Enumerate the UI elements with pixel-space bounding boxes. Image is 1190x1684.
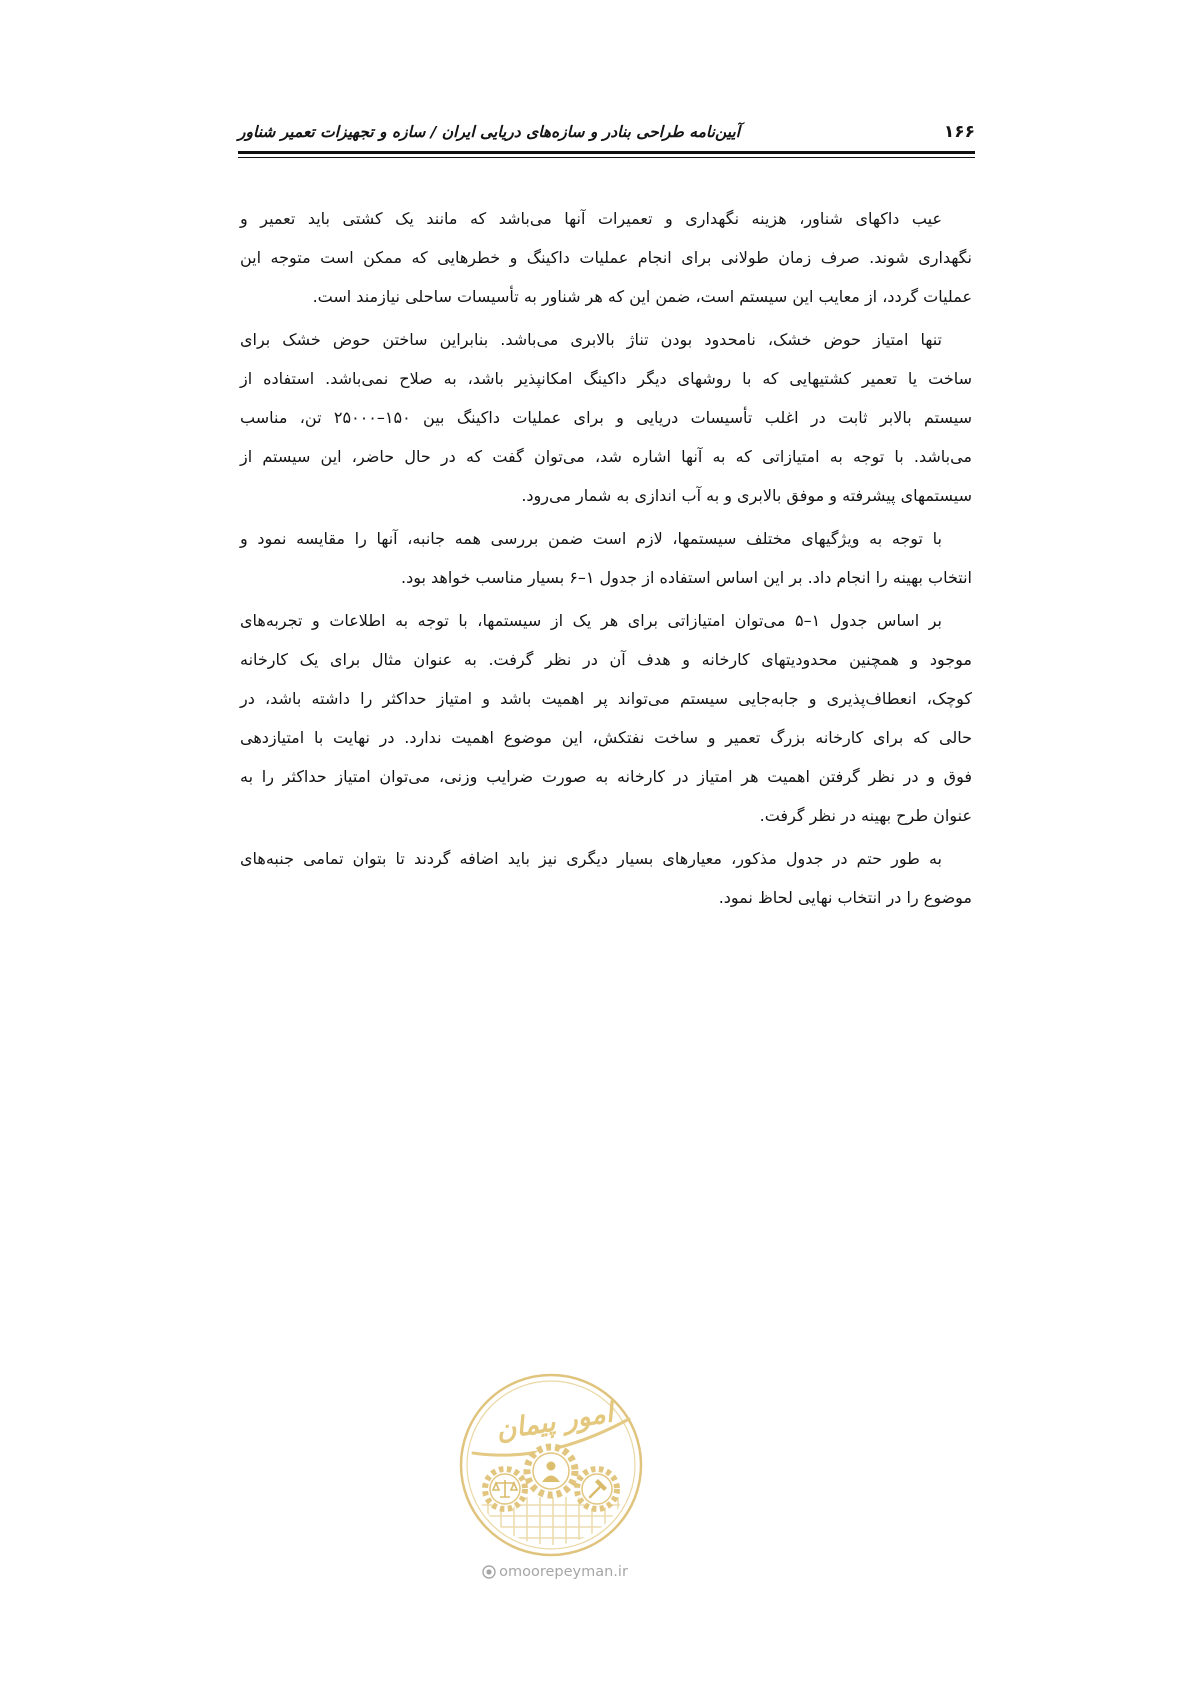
text-line: حالی که برای کارخانه بزرگ تعمیر و ساخت نفتکش، این موضوع اهمیت ندارد. در نهایت با امتیازدهی	[240, 728, 972, 747]
text-line: با توجه به ویژگیهای مختلف سیستمها، لازم است ضمن بررسی همه جانبه، آنها را مقایسه نمود و	[240, 529, 942, 548]
gear-icon	[577, 1469, 617, 1509]
seal-icon	[451, 1365, 651, 1565]
text-line: به طور حتم در جدول مذکور، معیارهای بسیار دیگری نیز باید اضافه گردند تا بتوان تمامی جنبه‌های	[240, 849, 942, 868]
text-line: سیستم بالابر ثابت در اغلب تأسیسات دریایی و برای عملیات داکینگ بین ۱۵۰–۲۵۰۰۰ تن، مناسب	[240, 408, 973, 427]
paragraph	[240, 839, 972, 917]
text-line: عیب داکهای شناور، هزینه نگهداری و تعمیرات آنها می‌باشد که مانند یک کشتی باید تعمیر و	[240, 209, 942, 228]
text-line: فوق و در نظر گرفتن اهمیت هر امتیاز در کارخانه به صورت ضرایب وزنی، می‌توان امتیاز حداکثر را به	[240, 767, 972, 786]
paragraph	[240, 199, 972, 316]
text-line: کوچک، انعطاف‌پذیری و جابه‌جایی سیستم می‌تواند پر اهمیت باشد و امتیاز حداکثر را داشته باشد، در	[240, 689, 972, 708]
paragraph	[240, 601, 972, 835]
text-line: موضوع را در انتخاب نهایی لحاظ نمود.	[718, 888, 972, 907]
page-header	[238, 116, 975, 148]
text-line: می‌باشد. با توجه به امتیازاتی که به آنها اشاره شد، می‌توان گفت که در حال حاضر، این سیستم از	[240, 447, 972, 466]
paragraph	[240, 519, 972, 597]
text-line: عملیات گردد، از معایب این سیستم است، ضمن این که هر شناور به تأسیسات ساحلی نیازمند است.	[312, 287, 972, 306]
website-text: omoorepeyman.ir	[499, 1564, 628, 1580]
header-rule-thin	[238, 157, 975, 158]
paragraph	[240, 320, 972, 515]
running-title: آیین‌نامه طراحی بنادر و سازه‌های دریایی ایران / سازه و تجهیزات تعمیر شناور	[238, 123, 741, 141]
body-text	[240, 199, 972, 921]
logo-mark-icon	[482, 1565, 496, 1579]
seal-lettering: امور پیمان	[494, 1397, 616, 1447]
header-rule	[238, 151, 975, 154]
watermark-logo	[451, 1365, 651, 1565]
text-line: ساخت یا تعمیر کشتیهایی که با روشهای دیگر داکینگ امکانپذیر باشد، به صلاح نمی‌باشد. استفاده از	[240, 369, 972, 388]
text-line: موجود و همچنین محدودیتهای کارخانه و هدف آن در نظر گرفت. به عنوان مثال برای یک کارخانه	[240, 650, 972, 669]
website-label	[455, 1561, 655, 1583]
text-line: سیستمهای پیشرفته و موفق بالابری و به آب اندازی به شمار می‌رود.	[521, 486, 972, 505]
page-number: ۱۶۶	[943, 122, 975, 142]
text-line: تنها امتیاز حوض خشک، نامحدود بودن تناژ بالابری می‌باشد. بنابراین ساختن حوض خشک برای	[240, 330, 942, 349]
text-line: نگهداری شوند. صرف زمان طولانی برای انجام عملیات داکینگ و خطرهایی که ممکن است متوجه این	[240, 248, 972, 267]
gear-icon	[527, 1447, 575, 1495]
gear-icon	[485, 1469, 525, 1509]
text-line: عنوان طرح بهینه در نظر گرفت.	[759, 806, 972, 825]
text-line: انتخاب بهینه را انجام داد. بر این اساس استفاده از جدول ۱–۶ بسیار مناسب خواهد بود.	[401, 568, 972, 587]
text-line: بر اساس جدول ۱–۵ می‌توان امتیازاتی برای هر یک از سیستمها، با توجه به اطلاعات و تجربه‌های	[240, 611, 942, 630]
